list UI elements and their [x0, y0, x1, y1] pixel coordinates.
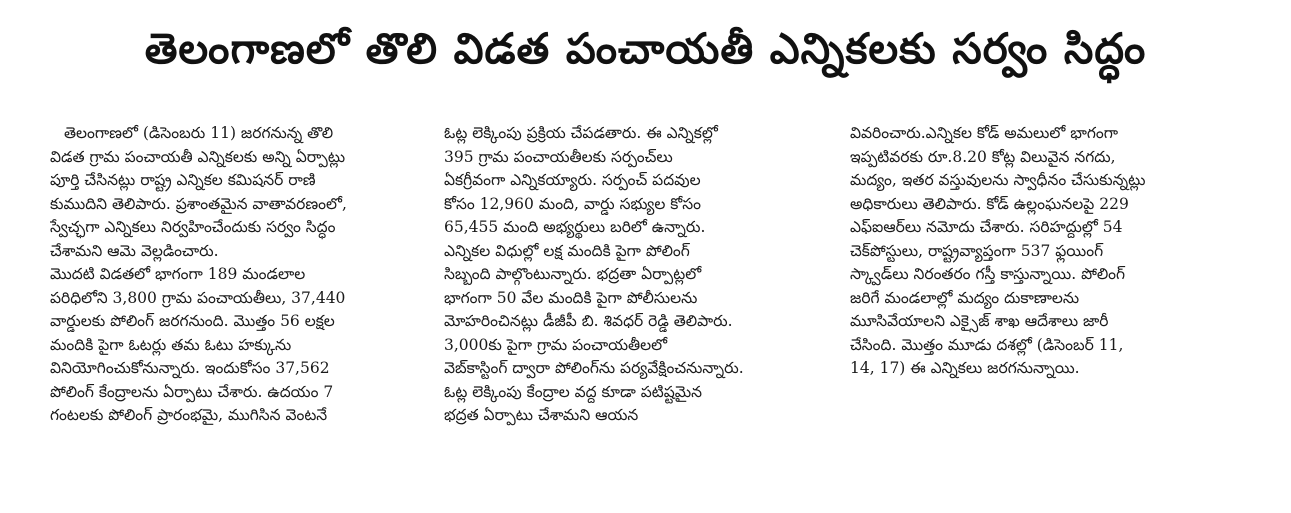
text-line: వినియోగించుకోనున్నారు. ఇందుకోసం 37,562: [50, 359, 330, 377]
text-line: 14, 17) ఈ ఎన్నికలు జరగనున్నాయి.: [850, 359, 1080, 377]
text-line: ఎఫ్ఐఆర్‌లు నమోదు చేశారు. సరిహద్దుల్లో 54: [850, 218, 1123, 236]
column-1: [50, 122, 430, 428]
text-line: భద్రత ఏర్పాటు చేశామని ఆయన: [444, 406, 639, 424]
text-line: వెబ్‌కాస్టింగ్ ద్వారా పోలింగ్‌ను పర్యవేక్షించనున్నారు.: [444, 359, 744, 377]
text-line: 3,000కు పైగా గ్రామ పంచాయతీలలో: [444, 335, 668, 354]
text-line: వార్డులకు పోలింగ్ జరగనుంది. మొత్తం 56 లక్షల: [50, 312, 335, 330]
text-line: ఓట్ల లెక్కింపు కేంద్రాల వద్ద కూడా పటిష్టమైన: [444, 382, 703, 401]
text-line: మూసివేయాలని ఎక్సైజ్ శాఖ ఆదేశాలు జారీ: [850, 312, 1109, 330]
text-line: ఎన్నికల విధుల్లో లక్ష మందికి పైగా పోలింగ్: [444, 241, 690, 260]
text-line: ఓట్ల లెక్కింపు ప్రక్రియ చేపడతారు. ఈ ఎన్నికల్లో: [444, 124, 718, 142]
text-line: స్వేచ్ఛగా ఎన్నికలు నిర్వహించేందుకు సర్వం సిద్ధం: [50, 218, 336, 236]
text-line: చెక్‌పోస్టులు, రాష్ట్రవ్యాప్తంగా 537 ఫ్లయింగ్: [850, 241, 1104, 260]
text-line: పరిధిలోని 3,800 గ్రామ పంచాయతీలు, 37,440: [50, 288, 346, 307]
text-line: విడత గ్రామ పంచాయతీ ఎన్నికలకు అన్ని ఏర్పాట్లు: [50, 147, 346, 166]
text-line: చేసింది. మొత్తం మూడు దశల్లో (డిసెంబర్ 11,: [850, 335, 1124, 354]
text-line: మొదటి విడతలో భాగంగా 189 మండలాల: [50, 265, 306, 283]
text-line: స్క్వాడ్‌లు నిరంతరం గస్తీ కాస్తున్నాయి. పోలింగ్: [850, 265, 1125, 283]
article-body: [50, 122, 1250, 428]
text-line: గంటలకు పోలింగ్ ప్రారంభమై, ముగిసిన వెంటనే: [50, 406, 328, 424]
text-line: చేశామని ఆమె వెల్లడించారు.: [50, 241, 219, 260]
text-line: కుముదిని తెలిపారు. ప్రశాంతమైన వాతావరణంలో,: [50, 194, 347, 213]
text-line: భాగంగా 50 వేల మందికి పైగా పోలీసులను: [444, 288, 698, 307]
text-line: తెలంగాణలో (డిసెంబరు 11) జరగనున్న తొలి: [64, 124, 334, 142]
text-line: పోలింగ్ కేంద్రాలను ఏర్పాటు చేశారు. ఉదయం 7: [50, 382, 334, 401]
text-line: అధికారులు తెలిపారు. కోడ్ ఉల్లంఘనలపై 229: [850, 194, 1129, 213]
headline: తెలంగాణలో తొలి విడత పంచాయతీ ఎన్నికలకు సర్వం సిద్ధం: [144, 24, 1147, 73]
text-line: వివరించారు.ఎన్నికల కోడ్ అమలులో భాగంగా: [850, 124, 1119, 142]
text-line: కోసం 12,960 మంది, వార్డు సభ్యుల కోసం: [444, 194, 701, 213]
text-line: ఇప్పటివరకు రూ.8.20 కోట్ల విలువైన నగదు,: [850, 147, 1116, 166]
text-line: పూర్తి చేసినట్లు రాష్ట్ర ఎన్నికల కమిషనర్ రాణి: [50, 171, 316, 189]
text-line: జరిగే మండలాల్లో మద్యం దుకాణాలను: [850, 288, 1080, 307]
column-2: [444, 122, 828, 428]
text-line: మద్యం, ఇతర వస్తువులను స్వాధీనం చేసుకున్నట్లు: [850, 171, 1146, 189]
text-line: 395 గ్రామ పంచాయతీలకు సర్పంచ్‌లు: [444, 147, 673, 166]
text-line: మోహరించినట్లు డీజీపీ బి. శివధర్ రెడ్డి తెలిపారు.: [444, 312, 733, 330]
text-line: 65,455 మంది అభ్యర్థులు బరిలో ఉన్నారు.: [444, 218, 706, 236]
column-3: [850, 122, 1234, 428]
text-line: మందికి పైగా ఓటర్లు తమ ఓటు హక్కును: [50, 335, 292, 354]
text-line: సిబ్బంది పాల్గొంటున్నారు. భద్రతా ఏర్పాట్లలో: [444, 265, 702, 283]
text-line: ఏకగ్రీవంగా ఎన్నికయ్యారు. సర్పంచ్ పదవుల: [444, 171, 701, 189]
